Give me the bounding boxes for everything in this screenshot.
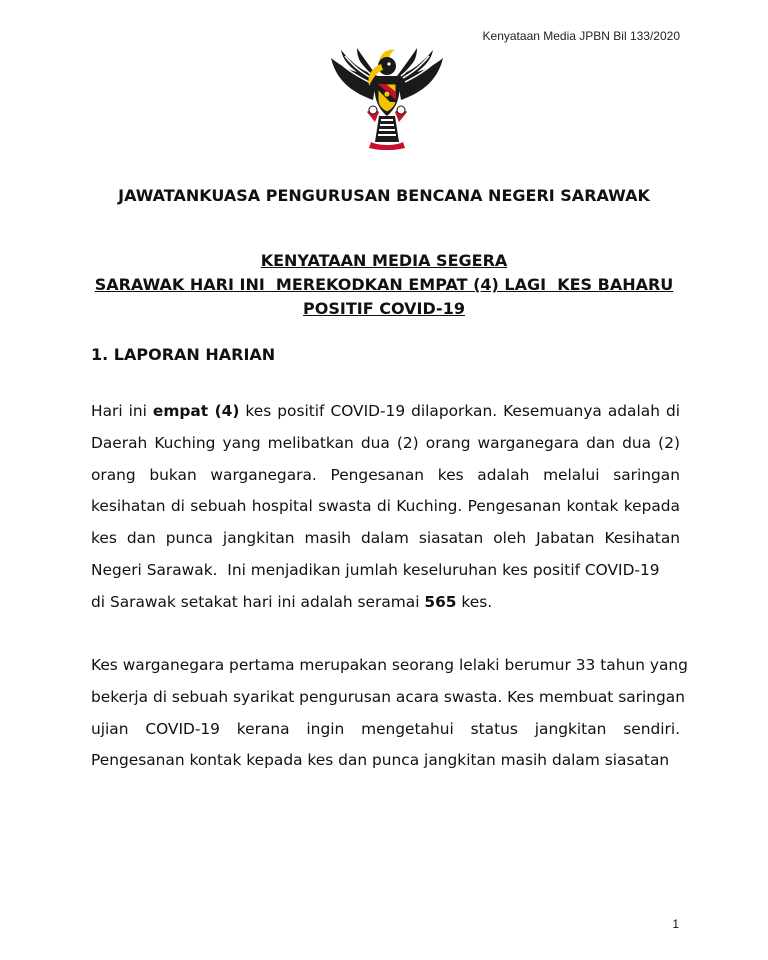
paragraph-line [91,587,680,619]
paragraph-line: kesihatan di sebuah hospital swasta di Kuching. Pengesanan kontak kepada [91,497,680,516]
document-reference: Kenyataan Media JPBN Bil 133/2020 [482,29,680,43]
paragraph-daily-report [91,396,680,619]
paragraph-line: Negeri Sarawak. Ini menjadikan jumlah keseluruhan kes positif COVID-19 [91,560,660,579]
bold-case-count: empat (4) [152,402,240,420]
page-number: 1 [672,917,679,931]
paragraph-line: bekerja di sebuah syarikat pengurusan acara swasta. Kes membuat saringan [91,687,685,706]
paragraph-case-details [91,650,688,777]
section-title: 1. LAPORAN HARIAN [91,345,276,364]
release-title-line-3: POSITIF COVID-19 [303,299,465,318]
text-run: kes positif COVID-19 dilaporkan. Kesemuanya adalah di [239,402,680,420]
bold-total-cases: 565 [424,592,457,611]
text-run: Hari ini [91,402,153,420]
paragraph-line: kes dan punca jangkitan masih dalam siasatan oleh Jabatan Kesihatan [91,529,680,548]
right-wing [397,48,443,100]
text-run: di Sarawak setakat hari ini adalah seramai [91,592,425,611]
text-run: kes. [456,592,493,611]
sarawak-crest-icon [327,42,447,150]
paragraph-line: Daerah Kuching yang melibatkan dua (2) orang warganegara dan dua (2) [91,433,680,452]
release-title-line-1: KENYATAAN MEDIA SEGERA [260,251,508,270]
paragraph-line: orang bukan warganegara. Pengesanan kes adalah melalui saringan [91,465,680,484]
committee-title: JAWATANKUASA PENGURUSAN BENCANA NEGERI SARAWAK [118,186,650,205]
release-title [0,249,768,321]
paragraph-line: ujian COVID-19 kerana ingin mengetahui status jangkitan sendiri. [91,719,680,738]
release-title-line-2: SARAWAK HARI INI MEREKODKAN EMPAT (4) LAGI KES BAHARU [94,275,674,294]
paragraph-line: Kes warganegara pertama merupakan seorang lelaki berumur 33 tahun yang [91,656,688,674]
paragraph-line [91,396,680,428]
paragraph-line: Pengesanan kontak kepada kes dan punca jangkitan masih dalam siasatan [91,751,670,770]
